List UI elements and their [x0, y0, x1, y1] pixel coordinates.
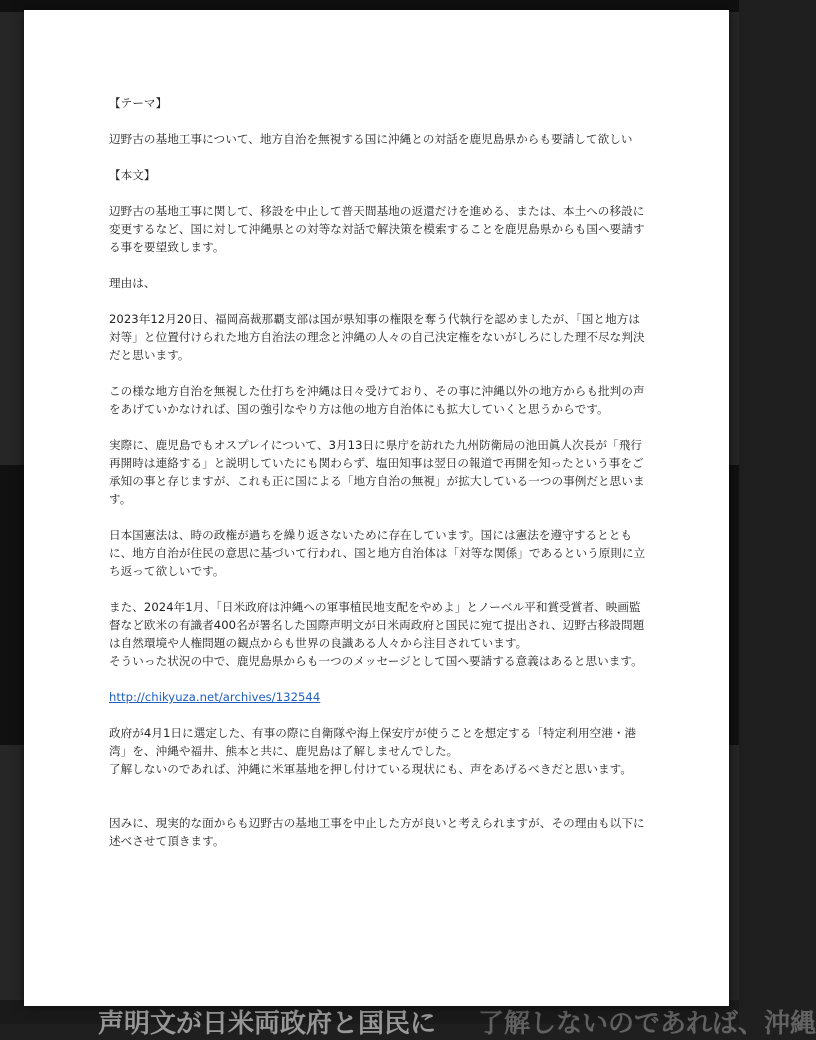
paragraph-closing: 因みに、現実的な面からも辺野古の基地工事を中止した方が良いと考えられますが、その理由も以下に述べさせて頂きます。 [109, 816, 645, 848]
paragraph-international-statement: また、2024年1月、「日米政府は沖縄への軍事植民地支配をやめよ」とノーベル平和賞受賞者、映画監督など欧米の有識者400名が署名した国際声明文が日米両政府と国民に宛て提出され、辺野古移設問題は自然環境や人権問題の観点からも世界の良識ある人々から注目されています。 [109, 600, 645, 650]
paragraph-request: 辺野古の基地工事に関して、移設を中止して普天間基地の返還だけを進める、または、本土への移設に変更するなど、国に対して沖縄県との対等な対話で解決策を模索することを鹿児島県からも国へ要請する事を要望致します。 [109, 204, 645, 254]
body-heading: 【本文】 [109, 168, 156, 182]
paragraph-reason-intro: 理由は、 [109, 276, 156, 290]
document-page [24, 10, 729, 1006]
theme-heading: 【テーマ】 [109, 96, 168, 110]
paragraph-designated-ports: 政府が4月1日に選定した、有事の際に自衛隊や海上保安庁が使うことを想定する「特定利用空港・港湾」を、沖縄や福井、熊本と共に、鹿児島は了解しませんでした。 [109, 726, 637, 758]
paragraph-significance: そういった状況の中で、鹿児島県からも一つのメッセージとして国へ要請する意義はあると思います。 [109, 654, 643, 668]
paragraph-speak-up: 了解しないのであれば、沖縄に米軍基地を押し付けている現状にも、声をあげるべきだと思います。 [109, 762, 633, 776]
paragraph-osprey: 実際に、鹿児島でもオスプレイについて、3月13日に県庁を訪れた九州防衛局の池田眞人次長が「飛行再開時は連絡する」と説明していたにも関わらず、塩田知事は翌日の報道で再開を知ったという事をご承知の事と存じますが、これも正に国による「地方自治の無視」が拡大している一つの事例だと思います。 [109, 438, 645, 506]
link-paragraph [109, 670, 649, 706]
paragraph-court-ruling: 2023年12月20日、福岡高裁那覇支部は国が県知事の権限を奪う代執行を認めましたが、「国と地方は対等」と位置付けられた地方自治法の理念と沖縄の人々の自己決定権をないがしろにした理不尽な判決だと思います。 [109, 312, 645, 362]
document-body [109, 94, 649, 868]
paragraph-constitution: 日本国憲法は、時の政権が過ちを繰り返さないために存在しています。国には憲法を遵守するとともに、地方自治が住民の意思に基づいて行われ、国と地方自治体は「対等な関係」であるという原則に立ち返って欲しいです。 [109, 528, 646, 578]
theme-text: 辺野古の基地工事について、地方自治を無視する国に沖縄との対話を鹿児島県からも要請して欲しい [109, 132, 633, 146]
background-caption-right: 了解しないのであれば、沖縄 [478, 1009, 816, 1039]
source-link[interactable]: http://chikyuza.net/archives/132544 [109, 690, 321, 704]
paragraph-local-autonomy: この様な地方自治を無視した仕打ちを沖縄は日々受けており、その事に沖縄以外の地方からも批判の声をあげていかなければ、国の強引なやり方は他の地方自治体にも拡大していくと思うからです。 [109, 384, 645, 416]
background-caption-left: 声明文が日米両政府と国民に [98, 1009, 437, 1039]
